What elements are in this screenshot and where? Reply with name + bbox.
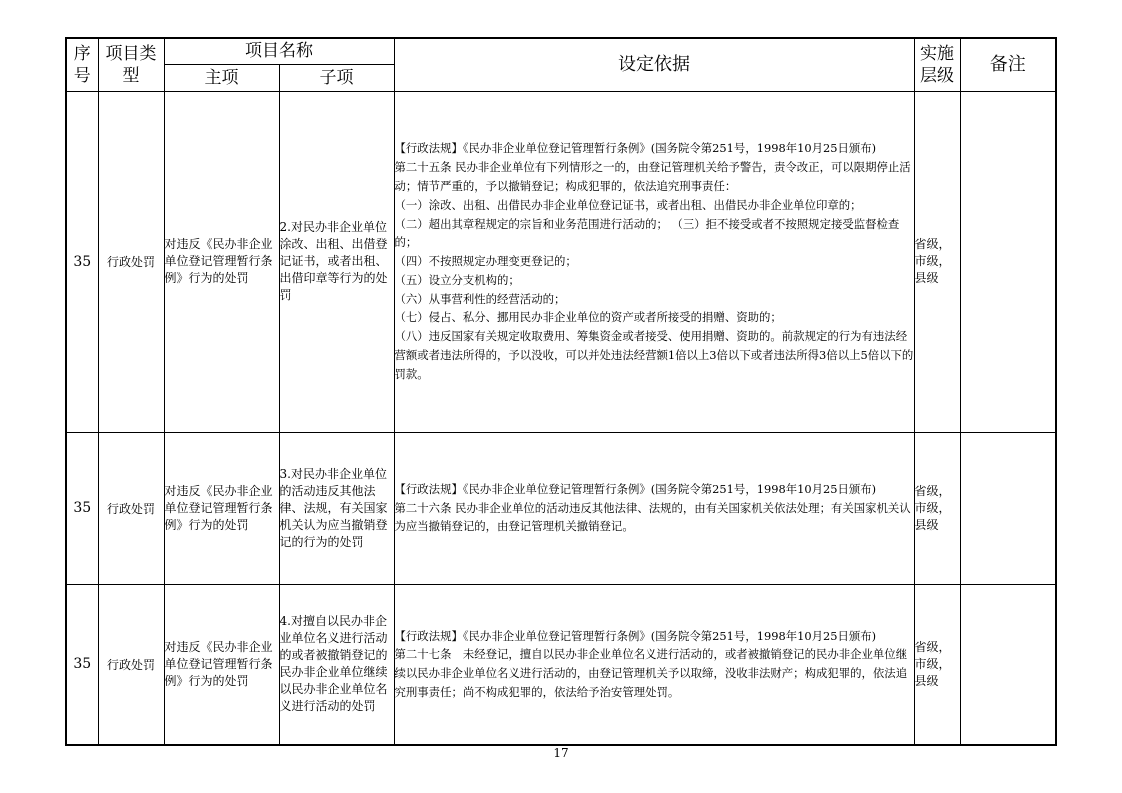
row-remarks — [960, 432, 1056, 584]
row-remarks — [960, 584, 1056, 745]
row-sub-item: 3.对民办非企业单位的活动违反其他法律、法规，有关国家机关认为应当撤销登记的行为的处罚 — [279, 432, 394, 584]
basis-line: （四）不按照规定办理变更登记的； — [394, 254, 577, 269]
basis-line: 第二十七条 未经登记，擅自以民办非企业单位名义进行活动的，或者被撤销登记的民办非企业单位继续以民办非企业单位名义进行活动的，由登记管理机关予以取缔，没收非法财产；构成犯罪的，依法追究刑事责任；尚不构成犯罪的，依法给予治安管理处罚。 — [394, 647, 908, 700]
basis-line: 第二十五条 民办非企业单位有下列情形之一的，由登记管理机关给予警告，责令改正，可以限期停止活动；情节严重的，予以撤销登记；构成犯罪的，依法追究刑事责任： — [394, 160, 911, 193]
header-basis: 设定依据 — [394, 38, 914, 91]
row-type: 行政处罚 — [98, 584, 164, 745]
header-seq: 序号 — [66, 38, 98, 91]
basis-line: （一）涂改、出租、出借民办非企业单位登记证书，或者出租、出借民办非企业单位印章的； — [394, 197, 862, 212]
row-remarks — [960, 91, 1056, 432]
basis-line: 【行政法规】《民办非企业单位登记管理暂行条例》(国务院令第251号，1998年10月25日颁布) — [394, 481, 877, 496]
row-basis — [394, 432, 914, 584]
row-basis — [394, 91, 914, 432]
row-level: 省级，市级，县级 — [914, 91, 960, 432]
header-item-name: 项目名称 — [164, 38, 394, 64]
row-type: 行政处罚 — [98, 432, 164, 584]
row-sub-item: 4.对擅自以民办非企业单位名义进行活动的或者被撤销登记的民办非企业单位继续以民办非企业单位名义进行活动的处罚 — [279, 584, 394, 745]
row-seq: 35 — [66, 432, 98, 584]
row-level: 省级，市级，县级 — [914, 584, 960, 745]
header-level: 实施层级 — [914, 38, 960, 91]
row-main-item: 对违反《民办非企业单位登记管理暂行条例》行为的处罚 — [164, 584, 279, 745]
row-main-item: 对违反《民办非企业单位登记管理暂行条例》行为的处罚 — [164, 432, 279, 584]
basis-line: （二）超出其章程规定的宗旨和业务范围进行活动的； （三）拒不接受或者不按照规定接受监督检查的； — [394, 216, 900, 250]
basis-line: （六）从事营利性的经营活动的； — [394, 291, 566, 306]
basis-line: （八）违反国家有关规定收取费用、筹集资金或者接受、使用捐赠、资助的。前款规定的行为有违法经营额或者违法所得的，予以没收，可以并处违法经营额1倍以上3倍以下或者违法所得3倍以上5倍以下的罚款。 — [394, 329, 914, 381]
basis-line: （七）侵占、私分、挪用民办非企业单位的资产或者所接受的捐赠、资助的； — [394, 310, 782, 325]
table-row — [66, 91, 1056, 432]
regulation-table — [65, 37, 1057, 746]
row-seq: 35 — [66, 584, 98, 745]
page-number: 17 — [553, 746, 569, 760]
row-level: 省级，市级，县级 — [914, 432, 960, 584]
row-seq: 35 — [66, 91, 98, 432]
basis-line: 第二十六条 民办非企业单位的活动违反其他法律、法规的，由有关国家机关依法处理；有关国家机关认为应当撤销登记的，由登记管理机关撤销登记。 — [394, 500, 911, 534]
row-main-item: 对违反《民办非企业单位登记管理暂行条例》行为的处罚 — [164, 91, 279, 432]
table-row — [66, 432, 1056, 584]
header-row-1 — [66, 38, 1056, 64]
header-item-type: 项目类型 — [98, 38, 164, 91]
basis-line: 【行政法规】《民办非企业单位登记管理暂行条例》(国务院令第251号，1998年10月25日颁布) — [394, 628, 877, 643]
basis-line: 【行政法规】《民办非企业单位登记管理暂行条例》(国务院令第251号，1998年10月25日颁布) — [394, 141, 877, 156]
header-main-item: 主项 — [164, 64, 279, 91]
row-type: 行政处罚 — [98, 91, 164, 432]
header-sub-item: 子项 — [279, 64, 394, 91]
basis-line: （五）设立分支机构的； — [394, 272, 520, 287]
row-basis — [394, 584, 914, 745]
table-row — [66, 584, 1056, 745]
row-sub-item: 2.对民办非企业单位涂改、出租、出借登记证书，或者出租、出借印章等行为的处罚 — [279, 91, 394, 432]
header-remarks: 备注 — [960, 38, 1056, 91]
